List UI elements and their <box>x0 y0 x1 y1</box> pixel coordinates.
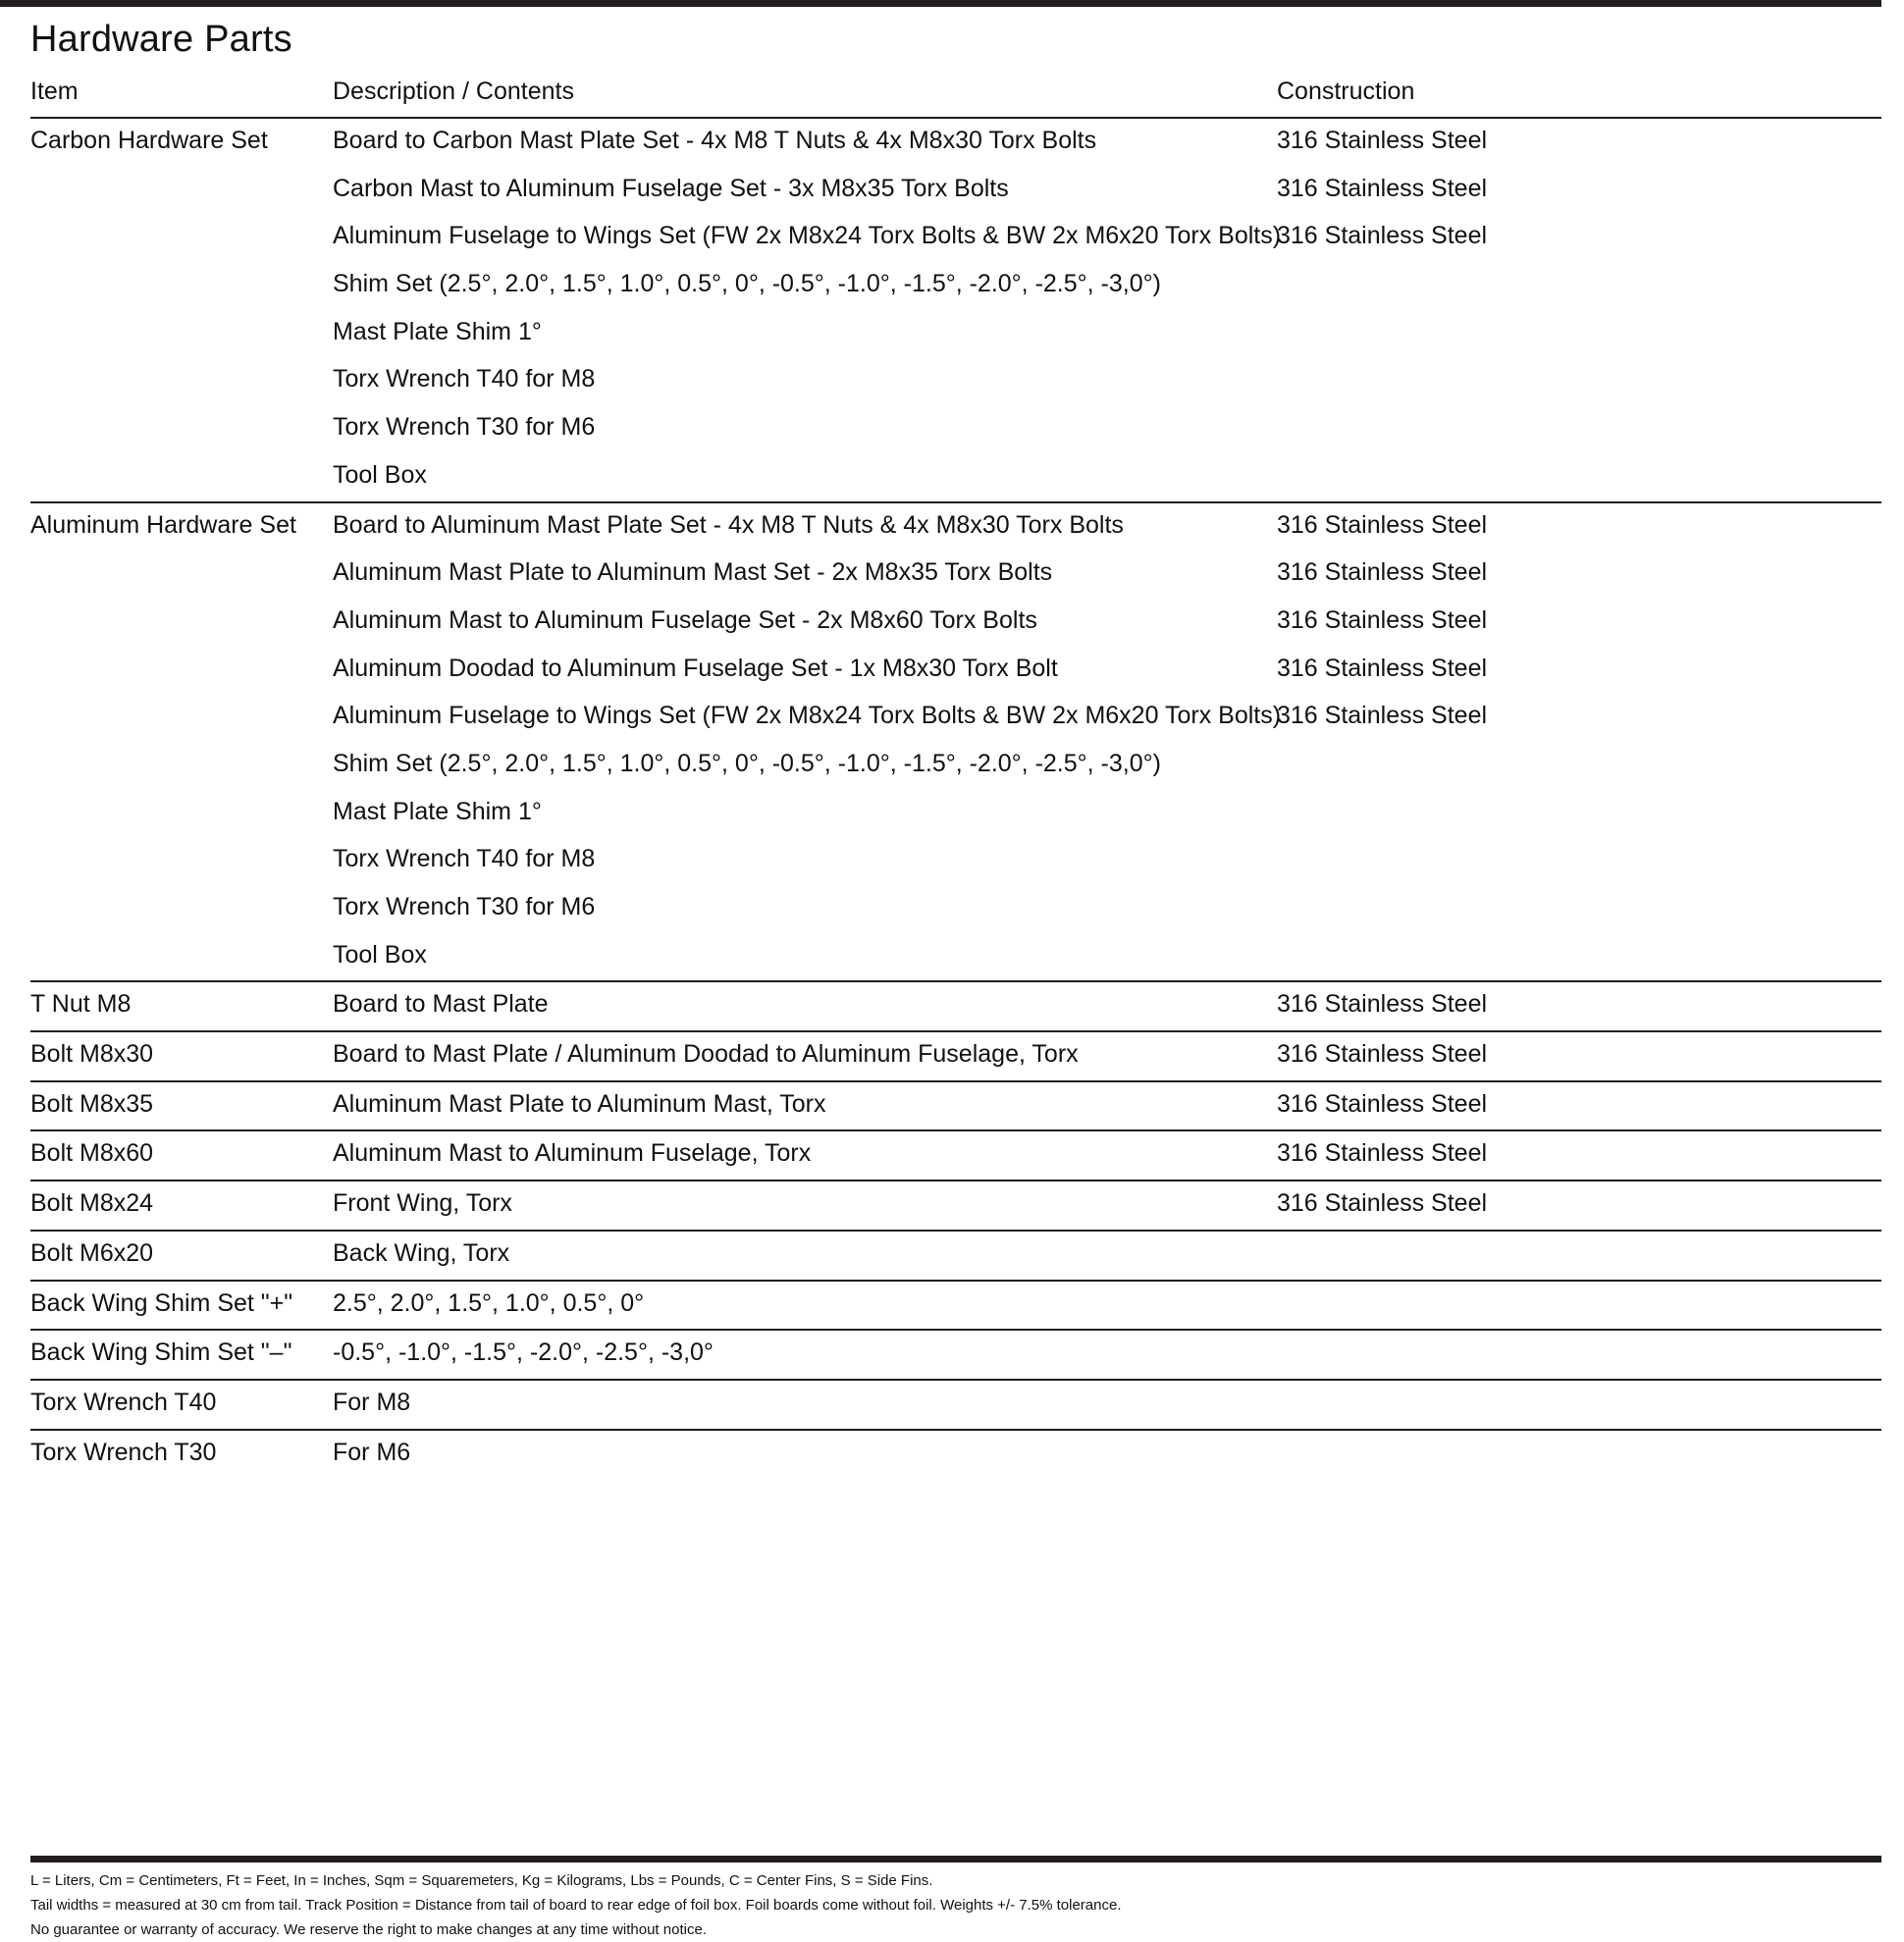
construction-cell: 316 Stainless Steel <box>1277 654 1488 682</box>
description-cell: Shim Set (2.5°, 2.0°, 1.5°, 1.0°, 0.5°, 0°, -0.5°, -1.0°, -1.5°, -2.0°, -2.5°, -3,0°) <box>333 270 1161 298</box>
table-row <box>30 837 1881 885</box>
construction-cell: 316 Stainless Steel <box>1277 510 1488 539</box>
table-row <box>30 1381 1881 1429</box>
table-row-group <box>30 1331 1881 1381</box>
table-row-group <box>30 1431 1881 1479</box>
description-cell: Torx Wrench T30 for M6 <box>333 413 596 442</box>
footnotes <box>30 1868 1876 1942</box>
description-cell: Board to Carbon Mast Plate Set - 4x M8 T Nuts & 4x M8x30 Torx Bolts <box>333 127 1097 154</box>
table-row <box>30 119 1881 167</box>
description-cell: Board to Mast Plate / Aluminum Doodad to Aluminum Fuselage, Torx <box>333 1040 1079 1069</box>
table-row <box>30 310 1881 358</box>
construction-cell: 316 Stainless Steel <box>1277 558 1488 587</box>
table-row <box>30 357 1881 405</box>
page-title: Hardware Parts <box>30 19 292 60</box>
item-cell: Bolt M8x35 <box>30 1089 154 1118</box>
construction-cell: 316 Stainless Steel <box>1277 1040 1488 1069</box>
table-row <box>30 647 1881 695</box>
description-cell: Front Wing, Torx <box>333 1189 512 1218</box>
table-row-group <box>30 1082 1881 1132</box>
description-cell: Mast Plate Shim 1° <box>333 797 542 825</box>
top-rule <box>0 0 1881 7</box>
table-row <box>30 1082 1881 1130</box>
table-header-row <box>30 72 1881 119</box>
construction-cell: 316 Stainless Steel <box>1277 1139 1488 1168</box>
footnote-line: No guarantee or warranty of accuracy. We reserve the right to make changes at any time without notice. <box>30 1921 707 1938</box>
item-cell: Torx Wrench T40 <box>30 1388 217 1416</box>
table-row-group <box>30 1381 1881 1431</box>
table-body <box>30 119 1881 1478</box>
description-cell: Aluminum Mast to Aluminum Fuselage, Torx <box>333 1139 812 1168</box>
description-cell: Aluminum Fuselage to Wings Set (FW 2x M8x24 Torx Bolts & BW 2x M6x20 Torx Bolts) <box>333 222 1282 250</box>
description-cell: 2.5°, 2.0°, 1.5°, 1.0°, 0.5°, 0° <box>333 1288 645 1317</box>
table-row <box>30 453 1881 501</box>
construction-cell: 316 Stainless Steel <box>1277 990 1488 1019</box>
construction-cell: 316 Stainless Steel <box>1277 605 1488 634</box>
table-row <box>30 885 1881 933</box>
table-row <box>30 262 1881 310</box>
item-cell: Bolt M8x60 <box>30 1139 154 1168</box>
table-row <box>30 1331 1881 1379</box>
item-cell: Bolt M8x24 <box>30 1189 154 1218</box>
description-cell: Aluminum Mast to Aluminum Fuselage Set - 2x M8x60 Torx Bolts <box>333 605 1037 634</box>
table-row-group <box>30 503 1881 983</box>
construction-cell: 316 Stainless Steel <box>1277 1189 1488 1218</box>
table-row-group <box>30 1232 1881 1282</box>
item-cell: Bolt M8x30 <box>30 1040 154 1069</box>
table-row-group <box>30 1131 1881 1181</box>
description-cell: Carbon Mast to Aluminum Fuselage Set - 3x M8x35 Torx Bolts <box>333 174 1009 202</box>
table-row <box>30 599 1881 647</box>
table-row <box>30 1032 1881 1080</box>
description-cell: Board to Aluminum Mast Plate Set - 4x M8 T Nuts & 4x M8x30 Torx Bolts <box>333 510 1124 539</box>
table-row <box>30 214 1881 262</box>
item-cell: Carbon Hardware Set <box>30 127 268 154</box>
description-cell: Torx Wrench T40 for M8 <box>333 365 596 394</box>
item-cell: Torx Wrench T30 <box>30 1438 217 1466</box>
column-header-description: Description / Contents <box>333 78 574 105</box>
description-cell: Torx Wrench T40 for M8 <box>333 845 596 873</box>
footnote-line: Tail widths = measured at 30 cm from tail. Track Position = Distance from tail of board to rear edge of foil box. Foil boards come without foil. Weights +/- 7.5% tolerance. <box>30 1897 1122 1914</box>
table-row-group <box>30 119 1881 503</box>
hardware-parts-table <box>30 72 1881 1478</box>
description-cell: Aluminum Mast Plate to Aluminum Mast, Torx <box>333 1089 826 1118</box>
description-cell: Shim Set (2.5°, 2.0°, 1.5°, 1.0°, 0.5°, 0°, -0.5°, -1.0°, -1.5°, -2.0°, -2.5°, -3,0°) <box>333 749 1161 777</box>
item-cell: T Nut M8 <box>30 990 132 1019</box>
table-row <box>30 1431 1881 1479</box>
table-row <box>30 1232 1881 1280</box>
construction-cell: 316 Stainless Steel <box>1277 1089 1488 1118</box>
table-row <box>30 933 1881 981</box>
description-cell: Tool Box <box>333 460 427 489</box>
description-cell: Back Wing, Torx <box>333 1238 510 1267</box>
item-cell: Back Wing Shim Set "+" <box>30 1288 293 1317</box>
table-row <box>30 742 1881 790</box>
item-cell: Aluminum Hardware Set <box>30 510 296 539</box>
table-row <box>30 405 1881 453</box>
column-header-item: Item <box>30 78 79 105</box>
description-cell: Tool Box <box>333 940 427 969</box>
table-row-group <box>30 1032 1881 1082</box>
footnote-line: L = Liters, Cm = Centimeters, Ft = Feet, In = Inches, Sqm = Squaremeters, Kg = Kilograms, Lbs = Pounds, C = Center Fins, S = Side Fins. <box>30 1872 933 1889</box>
description-cell: Aluminum Mast Plate to Aluminum Mast Set - 2x M8x35 Torx Bolts <box>333 558 1053 587</box>
construction-cell: 316 Stainless Steel <box>1277 222 1488 250</box>
construction-cell: 316 Stainless Steel <box>1277 702 1488 730</box>
bottom-rule <box>30 1856 1881 1863</box>
description-cell: Mast Plate Shim 1° <box>333 317 542 345</box>
description-cell: Aluminum Fuselage to Wings Set (FW 2x M8x24 Torx Bolts & BW 2x M6x20 Torx Bolts) <box>333 702 1282 730</box>
description-cell: -0.5°, -1.0°, -1.5°, -2.0°, -2.5°, -3,0° <box>333 1338 714 1367</box>
table-row <box>30 551 1881 599</box>
construction-cell: 316 Stainless Steel <box>1277 127 1488 154</box>
description-cell: Torx Wrench T30 for M6 <box>333 893 596 920</box>
description-cell: Aluminum Doodad to Aluminum Fuselage Set - 1x M8x30 Torx Bolt <box>333 654 1058 682</box>
table-row-group <box>30 982 1881 1032</box>
table-row <box>30 167 1881 215</box>
table-row <box>30 1282 1881 1330</box>
table-row-group <box>30 1282 1881 1332</box>
item-cell: Back Wing Shim Set "–" <box>30 1338 292 1367</box>
table-row <box>30 982 1881 1030</box>
table-row <box>30 1131 1881 1180</box>
item-cell: Bolt M6x20 <box>30 1238 154 1267</box>
table-row <box>30 1181 1881 1230</box>
table-row <box>30 694 1881 742</box>
description-cell: Board to Mast Plate <box>333 990 549 1019</box>
description-cell: For M6 <box>333 1438 411 1466</box>
column-header-construction: Construction <box>1277 78 1415 105</box>
table-row <box>30 503 1881 551</box>
table-row <box>30 790 1881 838</box>
table-row-group <box>30 1181 1881 1232</box>
construction-cell: 316 Stainless Steel <box>1277 174 1488 202</box>
description-cell: For M8 <box>333 1388 411 1416</box>
